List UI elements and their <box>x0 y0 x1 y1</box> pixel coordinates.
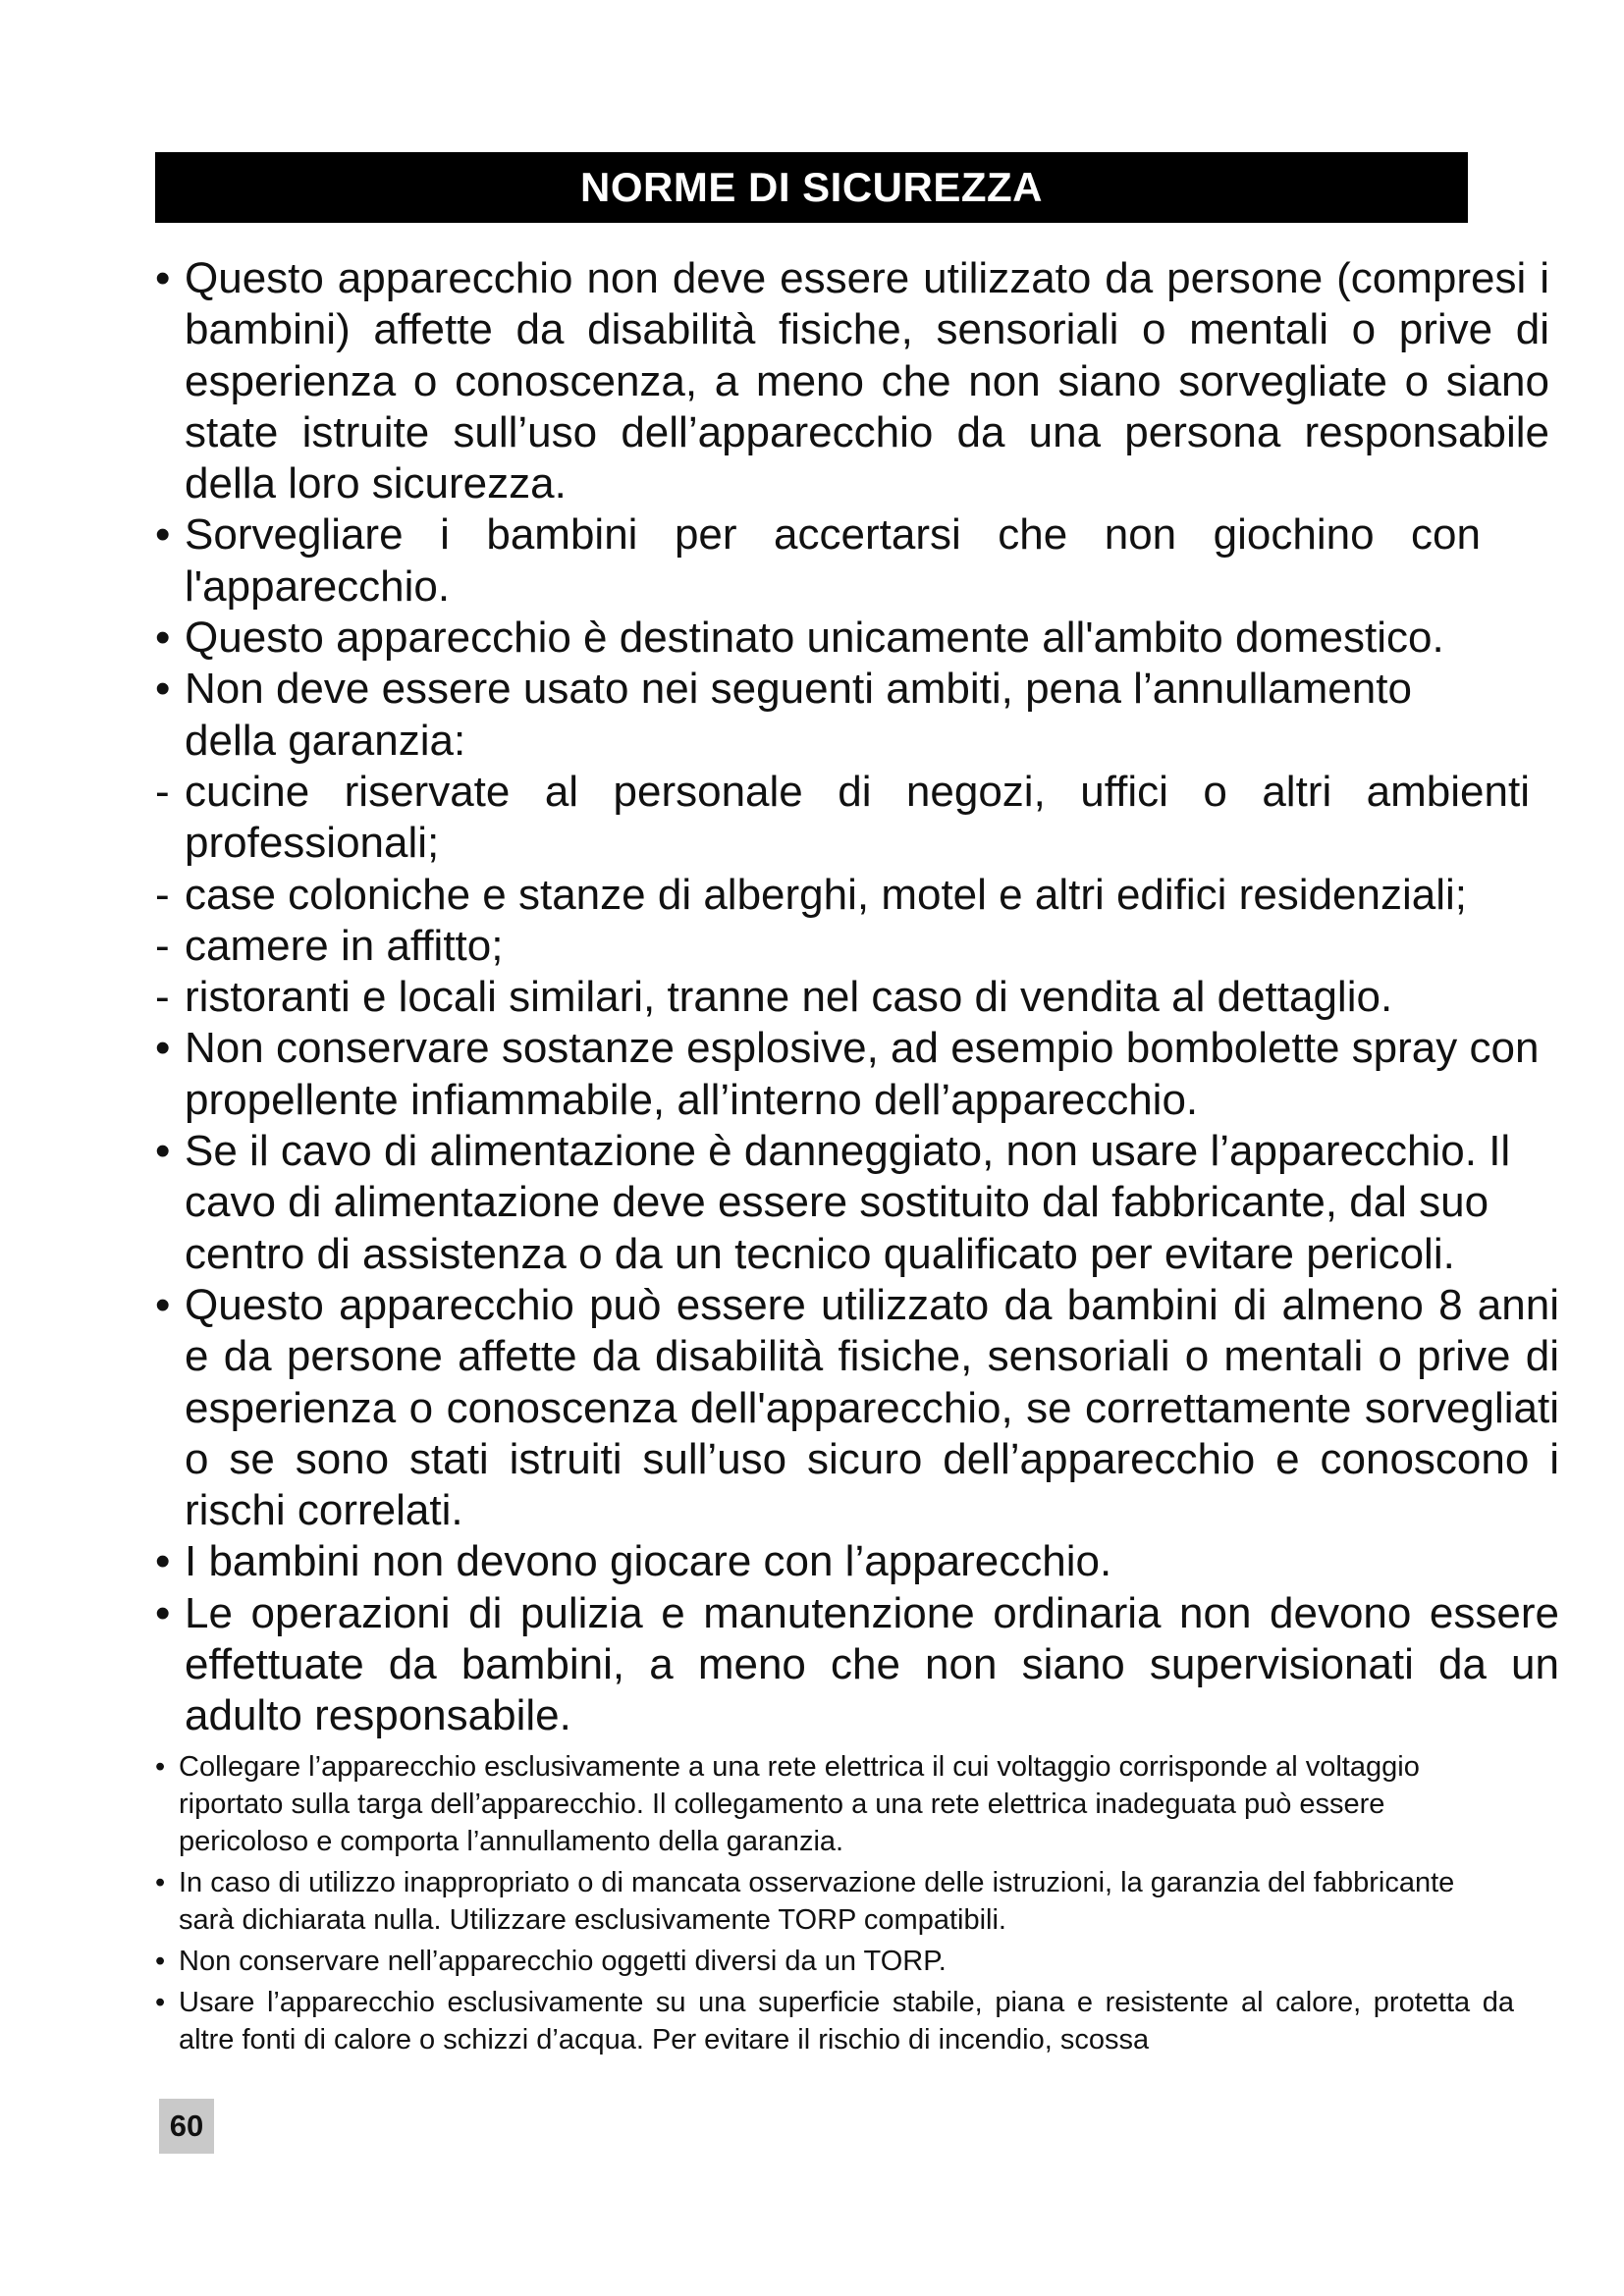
bullet-marker: • <box>155 1588 171 1637</box>
item-text: Non deve essere usato nei seguenti ambiti, pena l’annullamento della garanzia: <box>185 665 1412 765</box>
item-text: Non conservare nell’apparecchio oggetti diversi da un TORP. <box>179 1945 947 1977</box>
item-text: camere in affitto; <box>185 921 504 970</box>
list-item <box>155 1748 1514 1860</box>
list-item <box>155 767 1530 870</box>
bullet-marker: • <box>155 1024 171 1073</box>
list-item <box>155 1536 1530 1587</box>
main-safety-list <box>155 253 1559 1742</box>
item-text: cucine riservate al personale di negozi, uffici o altri ambienti professionali; <box>185 767 1530 868</box>
section-title: NORME DI SICUREZZA <box>580 164 1043 210</box>
page-number: 60 <box>159 2099 214 2154</box>
bullet-marker: • <box>155 1866 166 1898</box>
bullet-marker: • <box>155 1945 166 1977</box>
bullet-marker: • <box>155 510 171 560</box>
bullet-marker: • <box>155 1280 171 1329</box>
list-item <box>155 1588 1559 1742</box>
dash-marker: - <box>155 921 170 970</box>
list-item <box>155 509 1481 613</box>
item-text: Non conservare sostanze esplosive, ad esempio bombolette spray con propellente infiammabile, all’interno dell’apparecchio. <box>185 1024 1540 1124</box>
section-header <box>155 152 1468 223</box>
bullet-marker: • <box>155 254 171 302</box>
dash-marker: - <box>155 870 170 919</box>
list-item <box>155 1943 1514 1980</box>
item-text: ristoranti e locali similari, tranne nel caso di vendita al dettaglio. <box>185 973 1393 1022</box>
item-text: Le operazioni di pulizia e manutenzione ordinaria non devono essere effettuate da bambini, a meno che non siano supervisionati da un adulto responsabile. <box>185 1588 1559 1740</box>
item-text: Sorvegliare i bambini per accertarsi che non giochino con l'apparecchio. <box>185 510 1481 611</box>
dash-marker: - <box>155 973 170 1022</box>
item-text: Questo apparecchio può essere utilizzato da bambini di almeno 8 anni e da persone affette da disabilità fisiche, sensoriali o mentali o prive di esperienza o conoscenza dell'apparecchio, se correttamente sorvegliati o se sono stati istruiti sull’uso sicuro dell’apparecchio e conoscono i rischi correlati. <box>185 1280 1559 1535</box>
list-item <box>155 1023 1540 1126</box>
bullet-marker: • <box>155 614 171 663</box>
item-text: I bambini non devono giocare con l’apparecchio. <box>185 1537 1112 1586</box>
item-text: Questo apparecchio non deve essere utilizzato da persone (compresi i bambini) affette da disabilità fisiche, sensoriali o mentali o prive di esperienza o conoscenza, a meno che non siano sorvegliate o siano state istruite sull’uso dell’apparecchio da una persona responsabile della loro sicurezza. <box>185 254 1549 508</box>
bullet-marker: • <box>155 665 171 714</box>
list-item <box>155 972 1579 1023</box>
safety-content <box>155 253 1559 2062</box>
bullet-marker: • <box>155 1986 166 2018</box>
bullet-marker: • <box>155 1127 171 1176</box>
bullet-marker: • <box>155 1750 166 1783</box>
bullet-marker: • <box>155 1537 171 1586</box>
list-item <box>155 1280 1559 1536</box>
dash-marker: - <box>155 767 170 816</box>
list-item <box>155 1864 1514 1939</box>
list-item <box>155 870 1579 921</box>
list-item <box>155 1984 1514 2058</box>
item-text: case coloniche e stanze di alberghi, motel e altri edifici residenziali; <box>185 870 1468 919</box>
item-text: In caso di utilizzo inappropriato o di mancata osservazione delle istruzioni, la garanzia del fabbricante sarà dichiarata nulla. Utilizzare esclusivamente TORP compatibili. <box>179 1866 1455 1936</box>
list-item <box>155 921 1530 972</box>
list-item <box>155 1126 1579 1280</box>
item-text: Se il cavo di alimentazione è danneggiato, non usare l’apparecchio. Il cavo di alimentazione deve essere sostituito dal fabbricante, dal suo centro di assistenza o da un tecnico qualificato per evitare pericoli. <box>185 1127 1511 1278</box>
list-item <box>155 253 1549 509</box>
list-item <box>155 613 1559 664</box>
additional-safety-list <box>155 1748 1549 2058</box>
list-item <box>155 664 1500 767</box>
item-text: Usare l’apparecchio esclusivamente su una superficie stabile, piana e resistente al calore, protetta da altre fonti di calore o schizzi d’acqua. Per evitare il rischio di incendio, scossa <box>179 1986 1514 2056</box>
item-text: Collegare l’apparecchio esclusivamente a una rete elettrica il cui voltaggio corrisponde al voltaggio riportato sulla targa dell’apparecchio. Il collegamento a una rete elettrica inadeguata può essere pericoloso e comporta l’annullamento della garanzia. <box>179 1750 1420 1857</box>
item-text: Questo apparecchio è destinato unicamente all'ambito domestico. <box>185 614 1444 663</box>
